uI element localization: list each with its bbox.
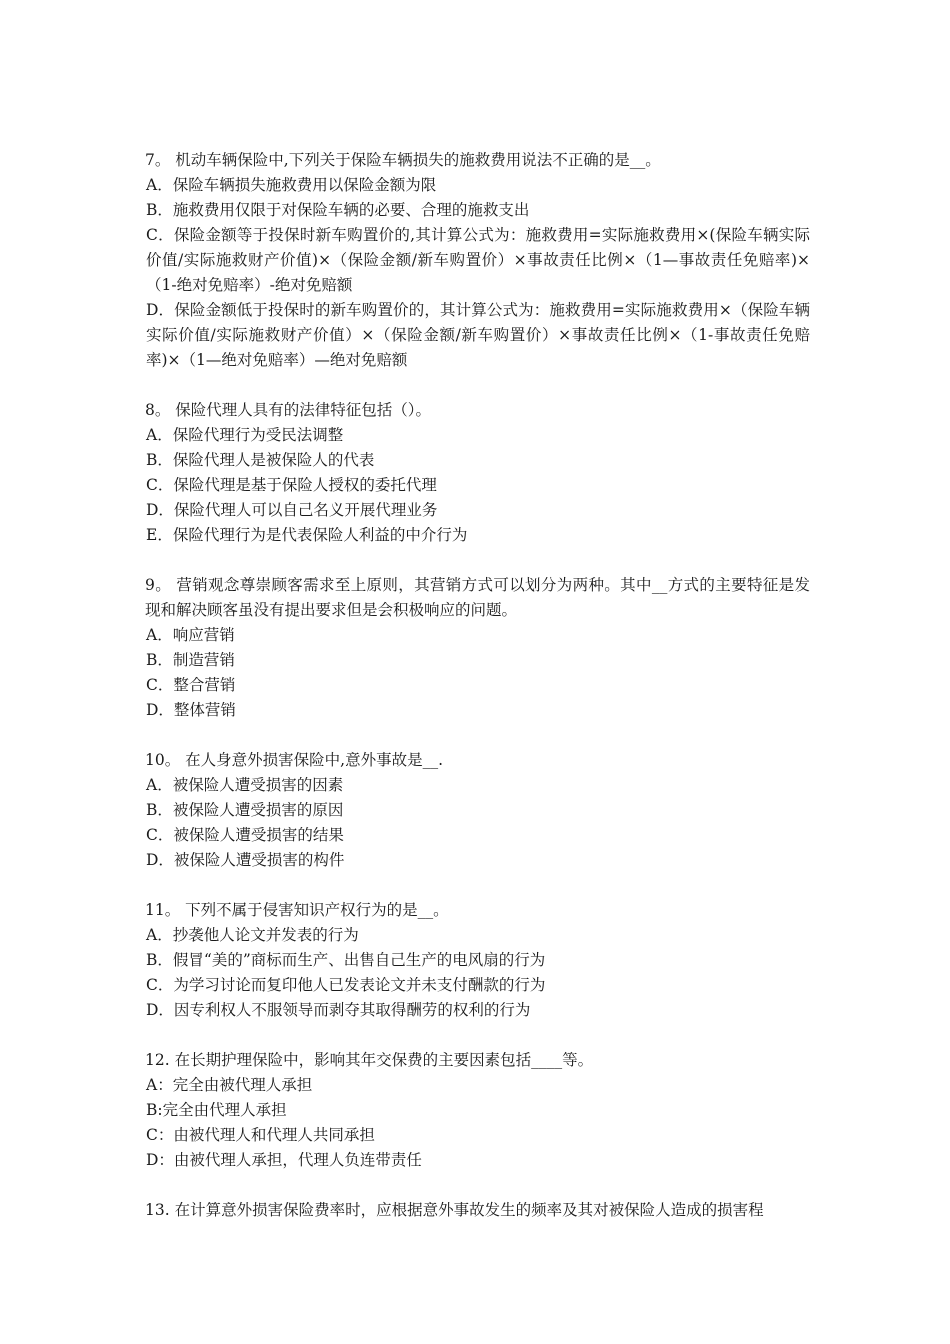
- option-b: B．假冒“美的”商标而生产、出售自己生产的电风扇的行为: [146, 951, 546, 969]
- option-a: A．保险代理行为受民法调整: [146, 426, 344, 444]
- option-c: C．保险金额等于投保时新车购置价的,其计算公式为：施救费用=实际施救费用×(保险车辆实际价值/实际施救财产价值)×（保险金额/新车购置价）×事故责任比例×（1—事故责任免赔率)×（1-绝对免赔率）-绝对免赔额: [146, 226, 810, 294]
- question-8: [145, 398, 810, 548]
- question-12: [145, 1048, 810, 1173]
- option-a: A．被保险人遭受损害的因素: [146, 776, 344, 794]
- question-stem: 8。 保险代理人具有的法律特征包括（）。: [145, 401, 432, 419]
- question-9: [145, 573, 810, 723]
- option-b: B．被保险人遭受损害的原因: [146, 801, 344, 819]
- option-d: D．整体营销: [146, 701, 236, 719]
- option-d: D．因专利权人不服领导而剥夺其取得酬劳的权利的行为: [146, 1001, 531, 1019]
- question-11: [145, 898, 810, 1023]
- question-stem: 9。 营销观念尊崇顾客需求至上原则，其营销方式可以划分为两种。其中__方式的主要特征是发现和解决顾客虽没有提出要求但是会积极响应的问题。: [145, 576, 810, 619]
- question-stem: 13. 在计算意外损害保险费率时，应根据意外事故发生的频率及其对被保险人造成的损害程: [145, 1201, 764, 1219]
- question-7: [145, 148, 810, 373]
- option-a: A．抄袭他人论文并发表的行为: [146, 926, 359, 944]
- question-10: [145, 748, 810, 873]
- option-d: D：由被代理人承担，代理人负连带责任: [146, 1151, 422, 1169]
- option-d: D．保险代理人可以自己名义开展代理业务: [146, 501, 438, 519]
- option-c: C：由被代理人和代理人共同承担: [146, 1126, 375, 1144]
- option-b: B．制造营销: [146, 651, 235, 669]
- question-list: [145, 148, 810, 1248]
- option-b: B．施救费用仅限于对保险车辆的必要、合理的施救支出: [146, 201, 530, 219]
- question-stem: 7。 机动车辆保险中,下列关于保险车辆损失的施救费用说法不正确的是__。: [145, 151, 661, 169]
- option-e: E．保险代理行为是代表保险人利益的中介行为: [146, 526, 468, 544]
- option-a: A．保险车辆损失施救费用以保险金额为限: [146, 176, 437, 194]
- option-c: C．整合营销: [146, 676, 236, 694]
- question-stem: 11。 下列不属于侵害知识产权行为的是__。: [145, 901, 449, 919]
- option-b: B:完全由代理人承担: [146, 1101, 287, 1119]
- question-13: [145, 1198, 810, 1223]
- question-stem: 12. 在长期护理保险中，影响其年交保费的主要因素包括____等。: [145, 1051, 594, 1069]
- option-c: C．保险代理是基于保险人授权的委托代理: [146, 476, 437, 494]
- option-b: B．保险代理人是被保险人的代表: [146, 451, 375, 469]
- question-stem: 10。 在人身意外损害保险中,意外事故是__.: [145, 751, 444, 769]
- option-d: D．被保险人遭受损害的构件: [146, 851, 345, 869]
- option-d: D．保险金额低于投保时的新车购置价的，其计算公式为：施救费用=实际施救费用×（保险车辆实际价值/实际施救财产价值）×（保险金额/新车购置价）×事故责任比例×（1-事故责任免赔率)×（1—绝对免赔率）—绝对免赔额: [146, 301, 810, 369]
- option-c: C．被保险人遭受损害的结果: [146, 826, 344, 844]
- option-a: A．响应营销: [146, 626, 235, 644]
- option-c: C．为学习讨论而复印他人已发表论文并未支付酬款的行为: [146, 976, 546, 994]
- option-a: A：完全由被代理人承担: [146, 1076, 313, 1094]
